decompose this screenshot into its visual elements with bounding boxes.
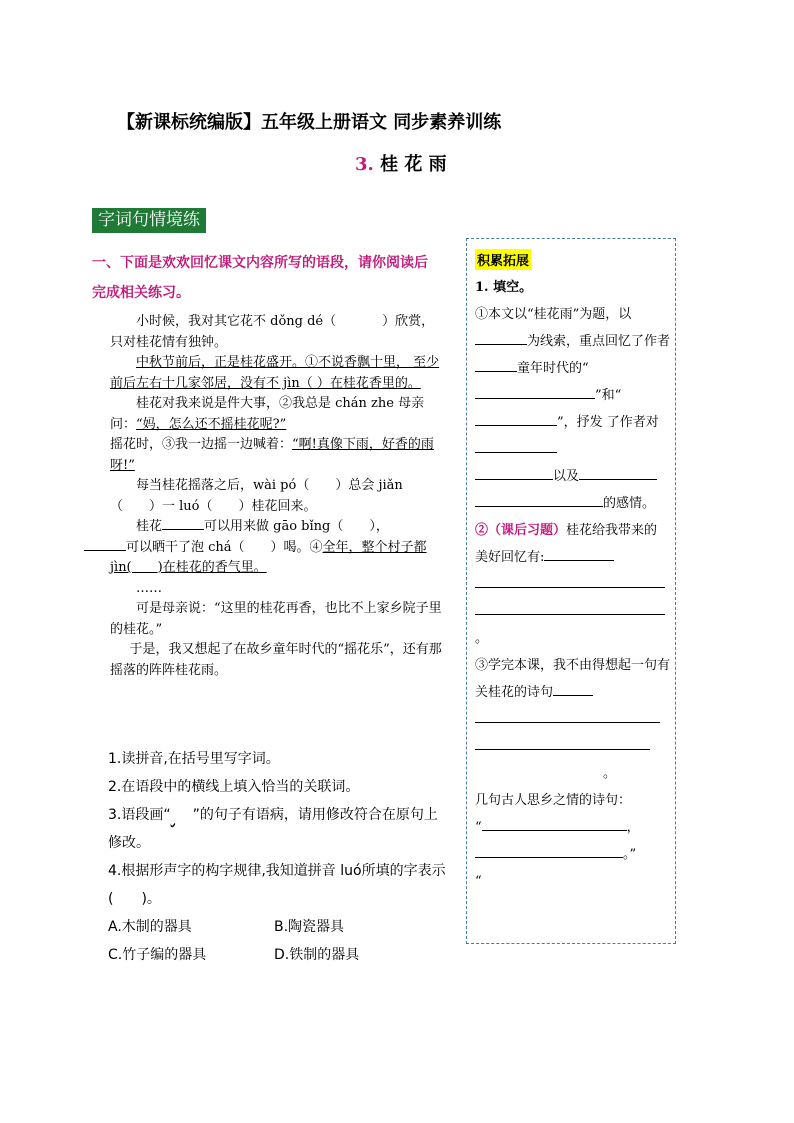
- blank-line[interactable]: [475, 386, 595, 399]
- blank-line[interactable]: [475, 332, 527, 345]
- sidebar-text: ”和“: [595, 388, 622, 403]
- passage-text: 可以用来做 gāo bǐng（ ），: [204, 519, 389, 534]
- fill-blank-paragraph: [475, 517, 670, 652]
- answer-options: [108, 913, 448, 969]
- blank-line[interactable]: [84, 538, 126, 551]
- blank-line[interactable]: [475, 602, 665, 615]
- fill-blank-paragraph: [475, 301, 670, 517]
- passage-paragraph: 可是母亲说：“这里的桂花再香，也比不上家乡院子里的桂花。”: [110, 601, 442, 637]
- passage-paragraph: [110, 435, 443, 476]
- option-d[interactable]: D.铁制的器具: [274, 947, 360, 963]
- option-c[interactable]: C.竹子编的器具: [108, 947, 207, 963]
- blank-line[interactable]: [544, 548, 614, 561]
- blank-line[interactable]: [475, 737, 650, 750]
- sidebar-text: 为线索，重点回忆了作者: [527, 334, 671, 349]
- passage-paragraph: [110, 517, 443, 579]
- task-item: 2.在语段中的横线上填入恰当的关联词。: [108, 779, 360, 795]
- reading-passage: [110, 312, 443, 681]
- blank-line[interactable]: [482, 818, 627, 831]
- passage-ellipsis: ……: [136, 580, 162, 596]
- passage-paragraph: [110, 312, 443, 353]
- sidebar-text: 桂花给我带来的美好回忆有:: [475, 523, 658, 565]
- task-text: ”的句子有语病，请用修改符合在原句上修改。: [108, 807, 438, 851]
- blank-line[interactable]: [475, 359, 517, 372]
- sidebar-tag: 积累拓展: [475, 249, 531, 270]
- sidebar-text: 的感情。: [603, 496, 656, 511]
- passage-paragraph: 于是，我又想起了在故乡童年时代的“摇花乐”，还有那摇落的阵阵桂花雨。: [110, 642, 442, 678]
- sidebar-question: 1. 填空。: [475, 280, 533, 295]
- passage-text: “妈，怎么还不摇桂花呢?”: [136, 416, 287, 432]
- section-tag: 字词句情境练: [92, 208, 206, 233]
- fill-blank-paragraph: [475, 652, 670, 787]
- task-item: 4.根据形声字的构字规律,我知道拼音 luó所填的字表示( )。: [108, 863, 446, 907]
- sidebar-content: [475, 274, 670, 895]
- sidebar-text: ③学完本课，我不由得想起一句有关桂花的诗句: [475, 658, 671, 700]
- passage-text: 桂花: [136, 519, 163, 534]
- sidebar-text: 以及: [553, 469, 580, 484]
- blank-line[interactable]: [162, 517, 204, 530]
- sidebar-text: “: [475, 874, 482, 889]
- sidebar-text: “: [475, 820, 482, 835]
- blank-line[interactable]: [553, 683, 593, 696]
- passage-text: “啊!真像下雨，好香的雨呀!”: [110, 437, 434, 473]
- wavy-line-icon: [171, 801, 193, 829]
- sidebar-text: 。: [475, 631, 489, 646]
- passage-text: 摇花时，③我一边摇一边喊着：: [110, 437, 293, 452]
- option-b[interactable]: B.陶瓷器具: [274, 919, 345, 935]
- sidebar-text: 几句古人思乡之情的诗句：: [475, 793, 632, 808]
- sidebar-text: ①本文以“桂花雨”为题，以: [475, 307, 632, 322]
- lesson-name: 桂 花 雨: [380, 154, 447, 175]
- blank-line[interactable]: [475, 413, 557, 426]
- blank-line[interactable]: [579, 467, 657, 480]
- sidebar-text: 。”: [623, 847, 637, 862]
- sidebar-text: ”，抒发 了作者对: [557, 415, 659, 430]
- passage-text: 小时候，我对其它花不 dǒng dé（: [136, 314, 337, 329]
- blank-line[interactable]: [475, 494, 603, 507]
- passage-text: 可以晒干了泡 chá（ ）喝。④: [126, 539, 323, 555]
- task-item: [108, 801, 448, 857]
- fill-blank-paragraph: [475, 787, 670, 895]
- sidebar-label: ②（课后习题）: [475, 523, 567, 538]
- task-text: 3.语段画“: [108, 807, 171, 823]
- task-item: 1.读拼音,在括号里写字词。: [108, 751, 280, 767]
- task-list: [108, 745, 448, 969]
- lesson-number: 3.: [355, 154, 374, 175]
- document-header: 【新课标统编版】五年级上册语文 同步素养训练: [117, 112, 502, 133]
- blank-line[interactable]: [475, 845, 623, 858]
- option-a[interactable]: A.木制的器具: [108, 919, 192, 935]
- blank-line[interactable]: [475, 575, 665, 588]
- passage-paragraph: 中秋节前后，正是桂花盛开。①不说香飘十里， 至少前后左右十几家邻居，没有不 jìn（ ）在桂花香里的。: [110, 355, 440, 391]
- blank-line[interactable]: [475, 440, 557, 453]
- passage-paragraph: 每当桂花摇落之后，wài pó（ ）总会 jiǎn（ ）一 luó（ ）桂花回来。: [110, 478, 403, 514]
- lesson-title: [355, 150, 447, 176]
- passage-text: 全年，整个村子都 jìn( )在桂花的香气里。: [110, 539, 427, 575]
- passage-paragraph: [110, 394, 443, 435]
- sidebar-text: ，: [626, 820, 640, 835]
- question-title: 一、下面是欢欢回忆课文内容所写的语段，请你阅读后完成相关练习。: [92, 255, 428, 301]
- passage-text: 桂花对我来说是件大事，②我总是 chán zhe 母亲问：: [110, 396, 425, 432]
- sidebar-text: 童年时代的“: [517, 361, 589, 376]
- blank-line[interactable]: [475, 710, 660, 723]
- blank-line[interactable]: [475, 467, 553, 480]
- sidebar-text: 。: [603, 766, 617, 781]
- passage-text: ）欣赏，只对桂花情有独钟。: [110, 314, 435, 350]
